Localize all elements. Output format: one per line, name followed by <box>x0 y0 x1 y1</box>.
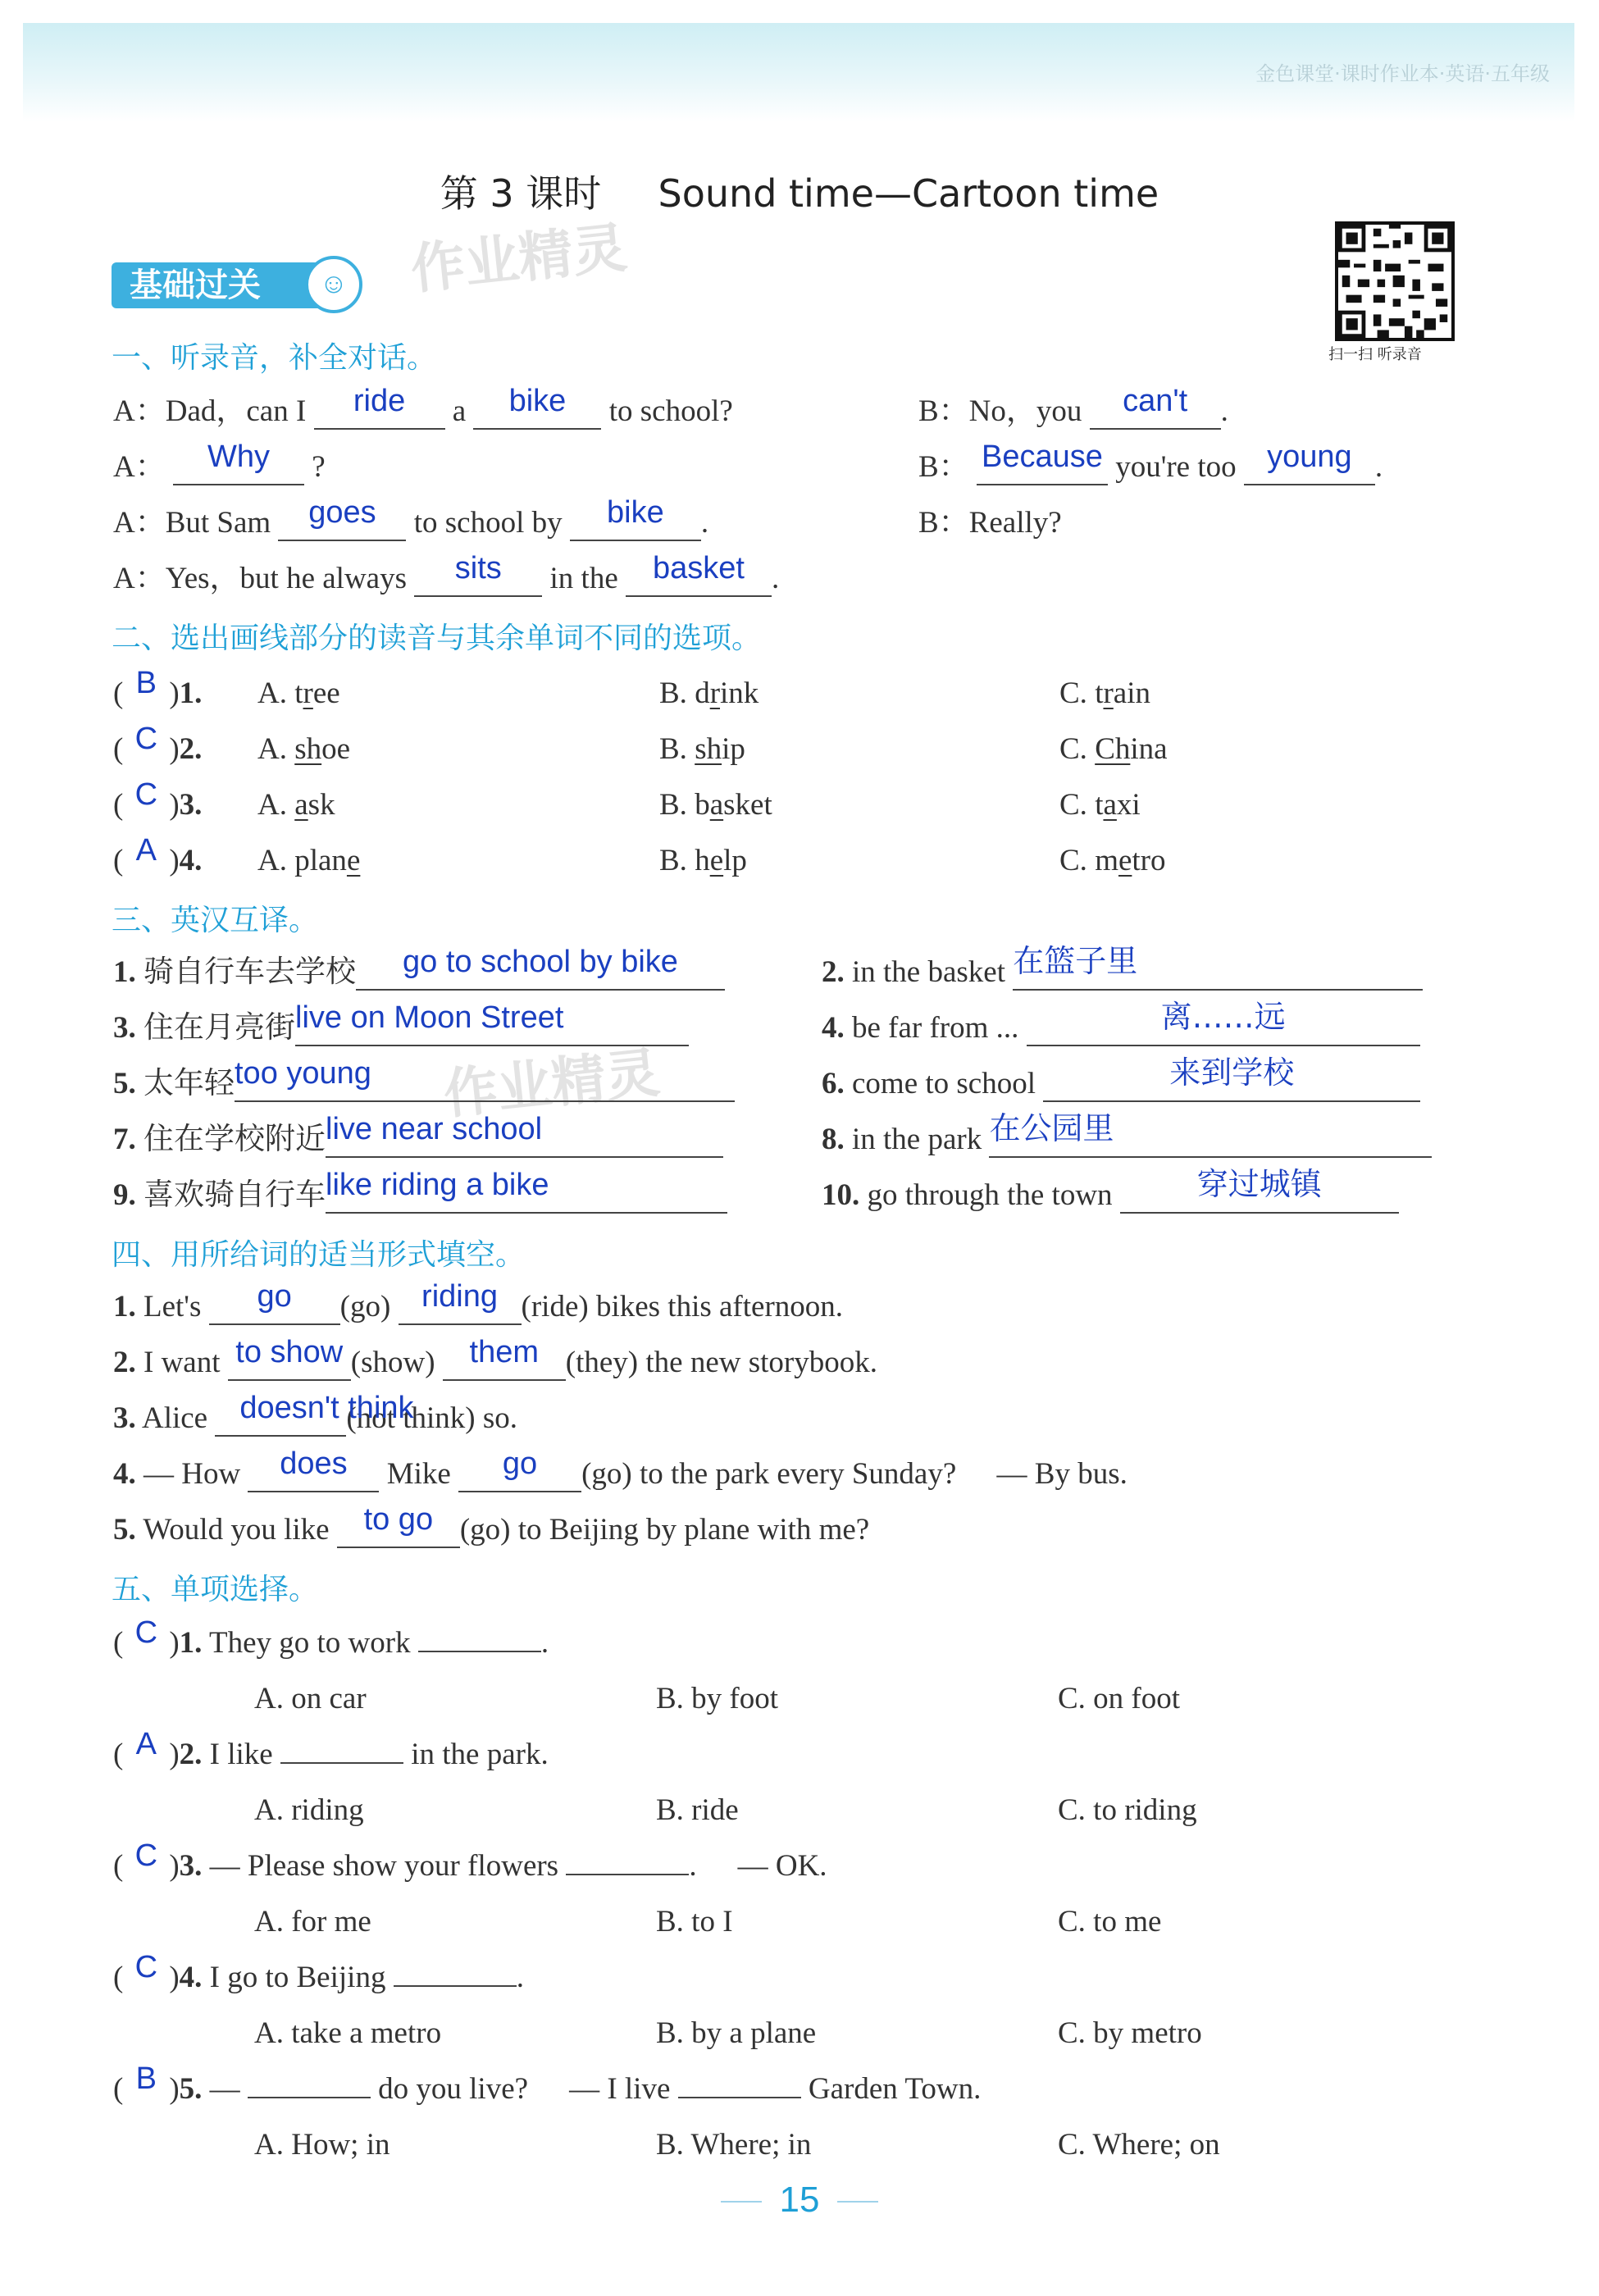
dialogue-reply-3: B：Really? <box>918 506 1062 540</box>
option-a: A. ask <box>257 788 335 822</box>
answer-blank[interactable]: doesn't think <box>215 1401 346 1437</box>
fill-item-4: 4. — How does Mike go (go) to the park every Sunday? — By bus. <box>113 1446 1128 1491</box>
answer-blank[interactable]: bike <box>570 506 701 541</box>
choice-item-4: ( C )4. I go to Beijing . <box>113 1950 524 1994</box>
answer-box[interactable]: C <box>134 1615 158 1650</box>
lesson-number: 第 3 课时 <box>440 171 602 216</box>
dialogue-line-1: A：Dad，can I ride a bike to school? <box>113 384 733 428</box>
answer-blank[interactable] <box>248 2097 371 2098</box>
answer-blank[interactable]: does <box>248 1457 379 1492</box>
option-b: B. help <box>659 844 747 877</box>
option-c[interactable]: C. by metro <box>1058 2016 1202 2050</box>
answer-blank[interactable] <box>394 1985 517 1987</box>
divider <box>837 2201 878 2203</box>
option-b[interactable]: B. to I <box>656 1905 733 1938</box>
choice-item-1: ( C )1. They go to work . <box>113 1615 549 1660</box>
answer-blank[interactable]: 来到学校 <box>1043 1066 1420 1102</box>
answer-blank[interactable]: 离……远 <box>1027 1010 1420 1046</box>
answer-box[interactable]: A <box>135 1727 157 1761</box>
choice-item-2: ( A )2. I like in the park. <box>113 1727 549 1771</box>
answer-box[interactable]: C <box>134 1950 158 1984</box>
section-heading-2: 二、选出画线部分的读音与其余单词不同的选项。 <box>112 622 762 655</box>
page-number: 15 <box>0 2180 1599 2221</box>
translation-item: 8. in the park 在公园里 <box>822 1120 1432 1159</box>
option-a: A. tree <box>257 676 340 710</box>
dialogue-line-3: A：But Sam goes to school by bike . <box>113 495 709 540</box>
answer-box[interactable]: C <box>134 1838 158 1873</box>
choice-item-5: ( B )5. — do you live? — I live Garden Town. <box>113 2061 982 2106</box>
fill-item-2: 2. I want to show (show) them (they) the new storybook. <box>113 1335 877 1379</box>
section-heading-4: 四、用所给词的适当形式填空。 <box>112 1238 526 1272</box>
answer-blank[interactable]: Because <box>977 450 1108 485</box>
dialogue-reply-1: B：No，you can't . <box>918 384 1228 428</box>
lesson-name: Sound time—Cartoon time <box>658 171 1159 216</box>
answer-box[interactable]: C <box>134 722 158 756</box>
answer-blank[interactable] <box>566 1874 689 1875</box>
answer-blank[interactable]: too young <box>235 1067 735 1102</box>
option-a: A. plane <box>257 844 361 877</box>
option-c[interactable]: C. to riding <box>1058 1793 1197 1827</box>
qr-code[interactable] <box>1335 221 1455 341</box>
fill-item-1: 1. Let's go (go) riding (ride) bikes this afternoon. <box>113 1279 844 1323</box>
option-a[interactable]: A. take a metro <box>254 2016 442 2050</box>
answer-box[interactable]: B <box>135 2061 157 2096</box>
answer-blank[interactable]: them <box>443 1346 566 1381</box>
answer-blank[interactable]: go to school by bike <box>356 955 725 991</box>
pron-item-4: ( A )4. <box>113 833 203 877</box>
watermark: 作业精灵 <box>440 1041 663 1127</box>
section-heading-5: 五、单项选择。 <box>112 1573 319 1606</box>
option-c[interactable]: C. Where; on <box>1058 2128 1220 2162</box>
option-b[interactable]: B. Where; in <box>656 2128 812 2162</box>
divider <box>721 2201 762 2203</box>
watermark: 作业精灵 <box>408 216 630 302</box>
option-b: B. basket <box>659 788 772 822</box>
option-a[interactable]: A. riding <box>254 1793 364 1827</box>
translation-item: 5. 太年轻too young <box>113 1064 735 1104</box>
answer-blank[interactable]: 穿过城镇 <box>1120 1178 1399 1214</box>
pron-item-1: ( B )1. <box>113 666 203 710</box>
answer-blank[interactable] <box>280 1762 403 1764</box>
option-b: B. ship <box>659 732 745 766</box>
dialogue-line-2: A： Why ? <box>113 440 326 484</box>
option-a[interactable]: A. on car <box>254 1682 367 1715</box>
translation-item: 7. 住在学校附近live near school <box>113 1120 723 1159</box>
option-c: C. train <box>1059 676 1150 710</box>
answer-blank[interactable]: Why <box>173 450 304 485</box>
option-a[interactable]: A. How; in <box>254 2128 390 2162</box>
fill-item-3: 3. Alice doesn't think(not think) so. <box>113 1391 517 1435</box>
fill-item-5: 5. Would you like to go (go) to Beijing by plane with me? <box>113 1502 870 1547</box>
translation-item: 6. come to school 来到学校 <box>822 1064 1420 1104</box>
translation-item: 2. in the basket 在篮子里 <box>822 953 1423 992</box>
option-c[interactable]: C. on foot <box>1058 1682 1181 1715</box>
option-c: C. metro <box>1059 844 1166 877</box>
dialogue-line-4: A：Yes，but he always sits in the basket . <box>113 551 780 595</box>
answer-box[interactable]: B <box>135 666 157 700</box>
answer-blank[interactable]: 在篮子里 <box>1013 954 1423 991</box>
answer-blank[interactable]: to go <box>337 1513 460 1548</box>
option-b: B. drink <box>659 676 759 710</box>
translation-item: 3. 住在月亮街live on Moon Street <box>113 1009 689 1048</box>
answer-blank[interactable]: young <box>1244 450 1375 485</box>
option-b[interactable]: B. ride <box>656 1793 739 1827</box>
pron-item-3: ( C )3. <box>113 777 203 822</box>
section-badge: 基础过关 <box>112 262 335 308</box>
answer-blank[interactable]: 在公园里 <box>989 1122 1432 1158</box>
answer-blank[interactable]: to show <box>228 1346 351 1381</box>
option-b[interactable]: B. by a plane <box>656 2016 817 2050</box>
answer-blank[interactable] <box>678 2097 801 2098</box>
translation-item: 1. 骑自行车去学校 go to school by bike <box>113 953 725 992</box>
option-c[interactable]: C. to me <box>1058 1905 1162 1938</box>
answer-blank[interactable]: like riding a bike <box>326 1178 727 1214</box>
translation-item: 4. be far from ... 离……远 <box>822 1009 1420 1048</box>
answer-box[interactable]: C <box>134 777 158 812</box>
answer-blank[interactable]: goes <box>278 506 406 541</box>
answer-blank[interactable]: sits <box>414 562 542 597</box>
qr-caption: 扫一扫 听录音 <box>1328 346 1422 363</box>
answer-blank[interactable]: can't <box>1090 394 1221 430</box>
translation-item: 10. go through the town 穿过城镇 <box>822 1176 1399 1215</box>
option-a: A. shoe <box>257 732 351 766</box>
answer-blank[interactable]: ride <box>314 394 445 430</box>
option-c: C. China <box>1059 732 1168 766</box>
answer-blank[interactable] <box>418 1651 541 1652</box>
answer-blank[interactable]: live on Moon Street <box>295 1011 689 1046</box>
page-title <box>0 164 1599 218</box>
answer-box[interactable]: A <box>135 833 157 868</box>
answer-blank[interactable]: bike <box>473 394 601 430</box>
answer-blank[interactable]: riding <box>399 1290 522 1325</box>
answer-blank[interactable]: live near school <box>326 1123 723 1158</box>
translation-item: 9. 喜欢骑自行车like riding a bike <box>113 1176 727 1215</box>
answer-blank[interactable]: basket <box>626 562 772 597</box>
option-a[interactable]: A. for me <box>254 1905 371 1938</box>
section-heading-3: 三、英汉互译。 <box>112 904 319 937</box>
answer-blank[interactable]: go <box>458 1457 581 1492</box>
answer-blank[interactable]: go <box>209 1290 340 1325</box>
dialogue-reply-2: B： Because you're too young . <box>918 440 1383 484</box>
running-header: 金色课堂·课时作业本·英语·五年级 <box>1255 62 1550 85</box>
pron-item-2: ( C )2. <box>113 722 203 766</box>
choice-item-3: ( C )3. — Please show your flowers . — OK. <box>113 1838 827 1883</box>
option-c: C. taxi <box>1059 788 1141 822</box>
section-heading-1: 一、听录音，补全对话。 <box>112 341 437 375</box>
option-b[interactable]: B. by foot <box>656 1682 779 1715</box>
qr-code-icon <box>1338 225 1451 338</box>
mascot-icon: ☺ <box>305 256 362 313</box>
